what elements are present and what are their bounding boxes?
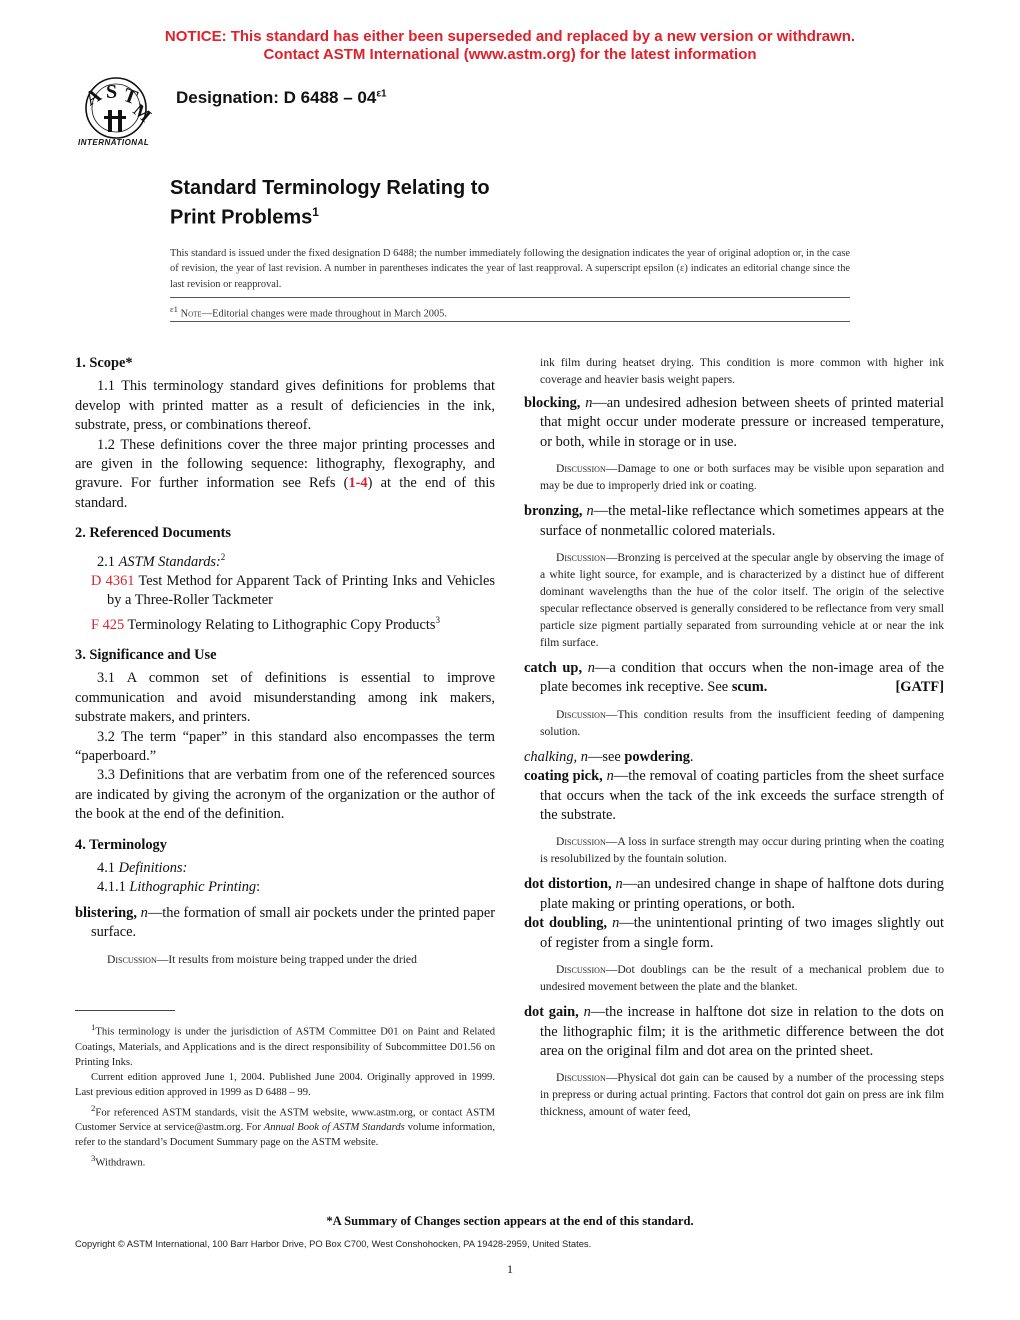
paragraph-4-1	[75, 859, 495, 878]
note-mark: ε1	[170, 304, 178, 314]
discussion-label: Discussion	[107, 952, 157, 966]
dot-doubling-discussion	[524, 961, 944, 995]
blocking-discussion	[524, 460, 944, 494]
chalking-term: chalking,	[524, 748, 578, 765]
catch-up-see: scum.	[731, 679, 768, 696]
p4-1-num: 4.1	[97, 859, 119, 876]
note-divider	[170, 321, 850, 322]
chalking-see-text: —see	[587, 748, 621, 765]
term-bronzing	[524, 502, 944, 541]
footnote-2-text: For referenced ASTM standards, visit the ASTM website, www.astm.org, or contact ASTM Customer Service at service@astm.org. For	[75, 1107, 495, 1134]
dot-gain-discussion	[524, 1069, 944, 1120]
section-heading-referenced: 2. Referenced Documents	[75, 525, 231, 542]
catch-up-source: [GATF]	[895, 679, 944, 696]
notice-line-1: NOTICE: This standard has either been superseded and replaced by a new version or withdrawn.	[164, 28, 856, 45]
preamble: This standard is issued under the fixed designation D 6488; the number immediately following the designation indicates the year of original adoption or, in the case of revision, the year of last revision. A number in parentheses indicates the year of last reapproval. A superscript epsilon (ε) indicates an editorial change since the last revision or reapproval.	[170, 248, 851, 290]
page-number: 1	[507, 1262, 513, 1276]
footnote-3	[75, 1151, 495, 1171]
discussion-label: Discussion	[556, 1071, 606, 1085]
section-heading-terminology: 4. Terminology	[75, 836, 167, 853]
bronzing-term: bronzing,	[524, 503, 583, 520]
footnote-3-text: Withdrawn.	[95, 1157, 146, 1169]
discussion-label: Discussion	[556, 963, 606, 977]
catch-up-discussion-text: —This condition results from the insufficient feeding of dampening solution.	[540, 707, 944, 738]
footnote-1	[75, 1020, 495, 1070]
footnote-1-continued: Current edition approved June 1, 2004. Published June 2004. Originally approved in 1999. Last previous edition approved in 1999 as D 6488 – 99.	[75, 1072, 495, 1099]
footnotes	[75, 1020, 495, 1170]
notice-line-2: Contact ASTM International (www.astm.org) for the latest information	[263, 46, 757, 63]
dot-gain-definition: —the increase in halftone dot size in relation to the dots on the lithographic film; it is the arithmetic difference between the dot area on the original film and dot area on the printed sheet.	[540, 1004, 944, 1059]
note-label: Note	[180, 308, 202, 320]
chalking-end: .	[689, 748, 694, 765]
editorial-note	[170, 304, 850, 319]
footnote-2-italic: Annual Book of ASTM Standards	[263, 1122, 405, 1134]
dot-doubling-definition: —the unintentional printing of two images slightly out of register from a single form.	[540, 915, 944, 951]
title-line-1: Standard Terminology Relating to	[170, 177, 490, 199]
term-blocking	[524, 394, 944, 452]
p2-1-italic: ASTM Standards:	[118, 553, 221, 570]
paragraph-1-1: 1.1 This terminology standard gives definitions for problems that develop with printed matter as a result of deficiencies in the ink, substrate, press, or combinations thereof.	[75, 378, 495, 434]
svg-text:S: S	[106, 81, 118, 103]
paragraph-3-3: 3.3 Definitions that are verbatim from one of the referenced sources are indicated by giving the acronym of the organization or the author of the book at the end of the definition.	[75, 767, 495, 823]
blistering-term: blistering,	[75, 904, 137, 921]
footnote-divider	[75, 1010, 175, 1011]
dot-gain-discussion-text: —Physical dot gain can be caused by a number of the processing steps in prepress or during actual printing. Factors that control dot gain on press are ink film thickness, amount of water feed,	[540, 1071, 944, 1119]
paragraph-3-2: 3.2 The term “paper” in this standard also encompasses the term “paperboard.”	[75, 728, 495, 764]
dot-doubling-discussion-text: —Dot doublings can be the result of a mechanical problem due to undesired movement between the plate and the blanket.	[540, 963, 944, 994]
paragraph-1-2-text: 1.2 These definitions cover the three major printing processes and are given in the following sequence: lithography, flexography, and gravure. For further information see Refs (	[75, 436, 495, 492]
paragraph-1-2	[75, 436, 495, 514]
blistering-discussion-continued: ink film during heatset drying. This condition is more common with higher ink coverage and heavier basis weight papers.	[540, 356, 944, 386]
blocking-discussion-text: —Damage to one or both surfaces may be visible upon separation and may be due to improperly dried ink or coating.	[540, 462, 944, 493]
dot-doubling-term: dot doubling,	[524, 915, 608, 932]
bronzing-discussion-text: —Bronzing is perceived at the specular angle by observing the image of a white light source, for example, and is characterized by a distinct hue of different dominant wavelengths than the hue of the color itself. The origin of the selective specular reflectance observed is generally considered to be reflectance from very small particle size pigment partially separated from surrounding vehicle at or near the ink film surface.	[540, 551, 944, 650]
discussion-label: Discussion	[556, 462, 606, 476]
p4-1-1-num: 4.1.1	[97, 879, 130, 896]
term-chalking	[524, 748, 944, 767]
catch-up-pos: n	[587, 660, 595, 677]
term-blistering	[75, 904, 495, 943]
paragraph-4-1-1	[75, 878, 495, 897]
logo-caption: INTERNATIONAL	[78, 138, 150, 147]
term-dot-distortion	[524, 875, 944, 914]
svg-text:M: M	[129, 99, 156, 126]
d4361-link[interactable]: D 4361	[91, 572, 135, 589]
footnote-3-mark: 3	[91, 1152, 96, 1163]
blistering-pos: n	[140, 904, 148, 921]
footnote-1-mark: 1	[91, 1022, 96, 1032]
catch-up-definition: —a condition that occurs when the non-image area of the plate becomes ink receptive. See	[540, 660, 945, 696]
section-heading-scope: 1. Scope*	[75, 355, 133, 371]
p2-1-num: 2.1	[97, 553, 119, 570]
blocking-definition: —an undesired adhesion between sheets of printed material that might occur under moderate pressure or increased temperature, or both, while in storage or in use.	[540, 395, 944, 450]
designation	[176, 88, 387, 108]
preamble-divider	[170, 297, 850, 298]
ref-d4361	[75, 572, 495, 611]
blistering-discussion	[75, 951, 495, 968]
note-text: —Editorial changes were made throughout in March 2005.	[201, 308, 447, 320]
summary-of-changes-note: *A Summary of Changes section appears at the end of this standard.	[326, 1214, 694, 1228]
footnote-1-text: This terminology is under the jurisdiction of ASTM Committee D01 on Paint and Related Coatings, Materials, and Applications and is the direct responsibility of Subcommittee D01.56 on Printing Inks.	[75, 1026, 495, 1068]
chalking-pos: n	[580, 748, 588, 765]
blistering-discussion-text: —It results from moisture being trapped under the dried	[156, 952, 417, 966]
document-title	[170, 176, 490, 230]
p2-1-mark: 2	[220, 551, 226, 562]
designation-text: Designation: D 6488 – 04	[176, 88, 377, 107]
discussion-label: Discussion	[556, 551, 606, 565]
title-footnote-mark: 1	[312, 205, 319, 219]
catch-up-discussion	[524, 706, 944, 740]
coating-pick-definition: —the removal of coating particles from the sheet surface that occurs when the tack of the ink exceeds the surface strength of the substrate.	[540, 768, 944, 824]
footnote-2-end: volume information, refer to the standard’s Document Summary page on the ASTM website.	[75, 1122, 495, 1149]
footnote-2-mark: 2	[91, 1102, 96, 1113]
term-catch-up	[524, 659, 944, 698]
dot-distortion-term: dot distortion,	[524, 876, 612, 893]
svg-text:A: A	[81, 84, 106, 111]
section-heading-significance: 3. Significance and Use	[75, 646, 217, 663]
p4-1-1-colon: :	[256, 879, 261, 896]
footnote-2	[75, 1101, 495, 1151]
coating-pick-discussion-text: —A loss in surface strength may occur during printing when the coating is resolubilized by the fountain solution.	[540, 835, 944, 866]
paragraph-2-1	[75, 548, 495, 572]
chalking-see: powdering	[624, 748, 690, 765]
dot-doubling-pos: n	[612, 915, 620, 932]
paragraph-1-2-end: ) at the end of this standard.	[75, 475, 495, 511]
f425-title: Terminology Relating to Lithographic Copy Products	[127, 616, 436, 633]
term-dot-doubling	[524, 914, 944, 953]
dot-distortion-definition: —an undesired change in shape of halftone dots during plate making or printing operations, or both.	[540, 876, 944, 912]
f425-link[interactable]: F 425	[91, 616, 125, 633]
svg-text:T: T	[120, 84, 141, 110]
astm-logo	[68, 76, 164, 152]
term-coating-pick	[524, 767, 944, 825]
blistering-definition: —the formation of small air pockets under the printed paper surface.	[91, 904, 495, 941]
discussion-label: Discussion	[556, 835, 606, 849]
copyright: Copyright © ASTM International, 100 Barr Harbor Drive, PO Box C700, West Conshohocken, PA 19428-2959, United States.	[75, 1238, 592, 1249]
right-column	[524, 354, 944, 1120]
withdrawal-notice	[0, 28, 1020, 64]
dot-distortion-pos: n	[615, 876, 623, 893]
p4-1-1-italic: Lithographic Printing	[129, 879, 257, 896]
bronzing-pos: n	[586, 503, 594, 520]
f425-mark: 3	[435, 614, 440, 625]
dot-gain-pos: n	[583, 1004, 591, 1021]
bronzing-discussion	[524, 549, 944, 651]
coating-pick-discussion	[524, 833, 944, 867]
blocking-pos: n	[585, 395, 593, 411]
refs-link[interactable]: 1-4	[348, 475, 368, 492]
p4-1-italic: Definitions:	[118, 859, 188, 876]
paragraph-3-1: 3.1 A common set of definitions is essential to improve communication and avoid misunderstanding among ink makers, substrate makers, and printers.	[75, 670, 495, 726]
coating-pick-pos: n	[606, 768, 614, 785]
catch-up-term: catch up,	[524, 660, 583, 677]
dot-gain-term: dot gain,	[524, 1004, 579, 1021]
ref-f425	[75, 611, 495, 635]
left-column	[75, 354, 495, 968]
designation-superscript: ε1	[376, 88, 387, 100]
coating-pick-term: coating pick,	[524, 768, 603, 785]
term-dot-gain	[524, 1003, 944, 1061]
title-line-2: Print Problems	[170, 206, 313, 229]
discussion-label: Discussion	[556, 707, 606, 721]
bronzing-definition: —the metal-like reflectance which sometimes appears at the surface of nonmetallic colored materials.	[540, 503, 944, 539]
blocking-term: blocking,	[524, 395, 581, 411]
d4361-title: Test Method for Apparent Tack of Printing Inks and Vehicles by a Three-Roller Tackmeter	[107, 572, 496, 609]
